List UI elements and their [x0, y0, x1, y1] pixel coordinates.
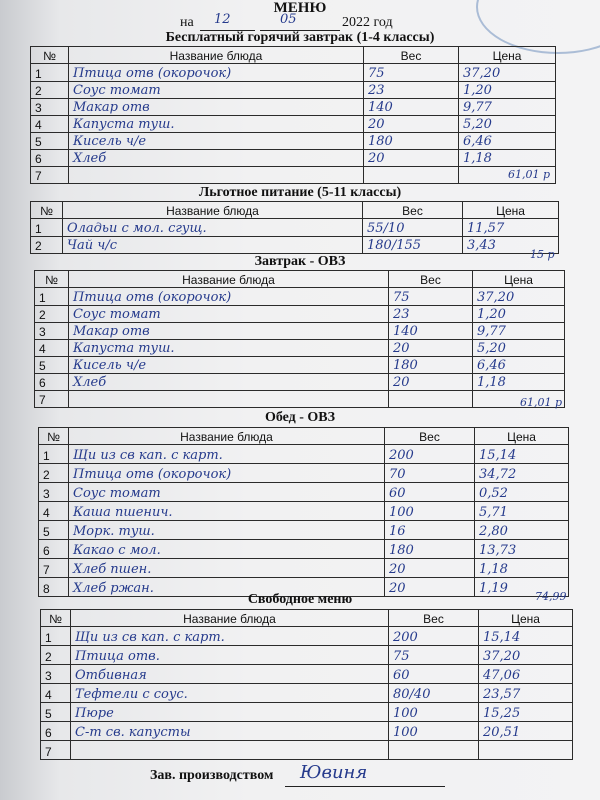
dish-price: 1,18: [473, 374, 565, 391]
dish-weight: 20: [364, 116, 459, 133]
section-total: 61,01 р: [520, 396, 563, 409]
dish-price: 3,43: [463, 237, 559, 254]
dish-name: Щи из св кап. с карт.: [69, 445, 385, 464]
col-weight-header: Вес: [389, 610, 479, 627]
table-row: [35, 340, 565, 357]
dish-price: 34,72: [475, 464, 569, 483]
table-row: [41, 665, 573, 684]
dish-price: 13,73: [475, 540, 569, 559]
dish-weight: 180: [389, 357, 473, 374]
dish-name: Каша пшенич.: [69, 502, 385, 521]
dish-weight: 180/155: [363, 237, 463, 254]
section-total: 15 р: [530, 248, 555, 261]
table-row: [35, 357, 565, 374]
row-num: 6: [31, 150, 69, 167]
dish-weight: 75: [389, 288, 473, 306]
row-num: 1: [39, 445, 69, 464]
dish-price: 0,52: [475, 483, 569, 502]
dish-weight: 75: [389, 646, 479, 665]
col-weight-header: Вес: [364, 47, 459, 64]
dish-weight: 16: [385, 521, 475, 540]
col-price-header: Цена: [463, 202, 559, 219]
dish-price: 5,20: [473, 340, 565, 357]
dish-price: 15,14: [479, 627, 573, 646]
col-name-header: Название блюда: [71, 610, 389, 627]
dish-name: С-т св. капусты: [71, 722, 389, 741]
table-row: [31, 133, 556, 150]
row-num: 4: [35, 340, 69, 357]
table-free-breakfast: [30, 46, 556, 184]
col-name-header: Название блюда: [69, 428, 385, 445]
dish-name: [69, 391, 389, 408]
section-title-free-menu: Свободное меню: [247, 592, 353, 607]
dish-name: Хлеб пшен.: [69, 559, 385, 578]
table-row: [35, 374, 565, 391]
dish-price: 37,20: [459, 64, 556, 82]
dish-weight: 23: [389, 306, 473, 323]
page-title: МЕНЮ: [273, 0, 327, 16]
row-num: 7: [41, 741, 71, 760]
dish-price: 1,20: [473, 306, 565, 323]
row-num: 4: [41, 684, 71, 703]
dish-name: Птица отв (окорочок): [69, 288, 389, 306]
col-price-header: Цена: [473, 271, 565, 288]
dish-name: Птица отв (окорочок): [69, 64, 364, 82]
dish-weight: 60: [385, 483, 475, 502]
table-row: [39, 464, 569, 483]
col-price-header: Цена: [475, 428, 569, 445]
dish-name: [71, 741, 389, 760]
table-row: [39, 559, 569, 578]
row-num: 1: [31, 219, 63, 237]
table-row: [31, 237, 559, 254]
dish-name: Какао с мол.: [69, 540, 385, 559]
dish-weight: 80/40: [389, 684, 479, 703]
col-price-header: Цена: [459, 47, 556, 64]
dish-weight: 100: [389, 722, 479, 741]
dish-weight: 100: [385, 502, 475, 521]
dish-name: Щи из св кап. с карт.: [71, 627, 389, 646]
dish-price: 6,46: [473, 357, 565, 374]
section-total: 74,99: [535, 590, 567, 603]
dish-weight: 200: [389, 627, 479, 646]
table-header-row: [39, 428, 569, 445]
table-header-row: [41, 610, 573, 627]
table-row: [39, 502, 569, 521]
dish-price: 20,51: [479, 722, 573, 741]
col-weight-header: Вес: [389, 271, 473, 288]
dish-name: Хлеб: [69, 150, 364, 167]
table-header-row: [35, 271, 565, 288]
col-name-header: Название блюда: [69, 47, 364, 64]
dish-weight: 20: [385, 578, 475, 597]
dish-weight: 180: [364, 133, 459, 150]
table-row: [35, 391, 565, 408]
table-breakfast-ovz: [34, 270, 565, 408]
table-row: [35, 288, 565, 306]
dish-name: Соус томат: [69, 306, 389, 323]
col-num-header: №: [31, 202, 63, 219]
date-prefix: на: [180, 15, 194, 30]
row-num: 1: [41, 627, 71, 646]
row-num: 7: [35, 391, 69, 408]
row-num: 4: [31, 116, 69, 133]
row-num: 5: [41, 703, 71, 722]
dish-weight: 23: [364, 82, 459, 99]
date-year: 2022 год: [342, 15, 393, 30]
dish-price: 15,14: [475, 445, 569, 464]
signature: Ювиня: [300, 762, 368, 783]
col-num-header: №: [35, 271, 69, 288]
dish-name: Хлеб ржан.: [69, 578, 385, 597]
table-row: [35, 323, 565, 340]
row-num: 7: [39, 559, 69, 578]
dish-weight: 140: [389, 323, 473, 340]
footer-label: Зав. производством: [150, 768, 274, 783]
col-weight-header: Вес: [363, 202, 463, 219]
dish-name: Морк. туш.: [69, 521, 385, 540]
dish-weight: 20: [389, 374, 473, 391]
row-num: 2: [41, 646, 71, 665]
dish-price: 9,77: [459, 99, 556, 116]
dish-name: Хлеб: [69, 374, 389, 391]
table-row: [39, 483, 569, 502]
dish-weight: 70: [385, 464, 475, 483]
row-num: 1: [35, 288, 69, 306]
dish-weight: [364, 167, 459, 184]
table-row: [31, 116, 556, 133]
table-row: [39, 540, 569, 559]
dish-name: Соус томат: [69, 82, 364, 99]
dish-weight: 60: [389, 665, 479, 684]
dish-name: Тефтели с соус.: [71, 684, 389, 703]
dish-name: Отбивная: [71, 665, 389, 684]
table-row: [41, 722, 573, 741]
row-num: 2: [35, 306, 69, 323]
row-num: 3: [39, 483, 69, 502]
col-name-header: Название блюда: [69, 271, 389, 288]
table-lunch-ovz: [38, 427, 569, 597]
date-day: 12: [214, 12, 231, 27]
dish-weight: 55/10: [363, 219, 463, 237]
dish-name: Капуста туш.: [69, 340, 389, 357]
dish-price: 5,20: [459, 116, 556, 133]
row-num: 5: [35, 357, 69, 374]
table-row: [31, 82, 556, 99]
dish-weight: [389, 741, 479, 760]
dish-name: Пюре: [71, 703, 389, 722]
dish-price: 9,77: [473, 323, 565, 340]
dish-name: Чай ч/с: [63, 237, 363, 254]
section-total: 61,01 р: [508, 168, 551, 181]
dish-price: 1,18: [459, 150, 556, 167]
table-free-menu: [40, 609, 573, 760]
table-row: [31, 99, 556, 116]
row-num: 6: [39, 540, 69, 559]
dish-price: 2,80: [475, 521, 569, 540]
row-num: 8: [39, 578, 69, 597]
dish-price: 1,19: [475, 578, 569, 597]
dish-price: 6,46: [459, 133, 556, 150]
row-num: 5: [39, 521, 69, 540]
row-num: 4: [39, 502, 69, 521]
table-row: [31, 64, 556, 82]
dish-weight: [389, 391, 473, 408]
col-name-header: Название блюда: [63, 202, 363, 219]
row-num: 3: [31, 99, 69, 116]
dish-name: Оладьи с мол. сгущ.: [63, 219, 363, 237]
section-title-subsidized: Льготное питание (5-11 классы): [198, 185, 402, 200]
dish-name: Птица отв.: [71, 646, 389, 665]
dish-name: Кисель ч/е: [69, 133, 364, 150]
dish-price: 37,20: [473, 288, 565, 306]
col-num-header: №: [41, 610, 71, 627]
table-subsidized: [30, 201, 559, 254]
table-row: [31, 167, 556, 184]
dish-price: 37,20: [479, 646, 573, 665]
dish-name: Соус томат: [69, 483, 385, 502]
row-num: 3: [41, 665, 71, 684]
table-row: [41, 741, 573, 760]
dish-name: Птица отв (окорочок): [69, 464, 385, 483]
dish-price: 11,57: [463, 219, 559, 237]
dish-weight: 20: [364, 150, 459, 167]
dish-price: 1,20: [459, 82, 556, 99]
row-num: 6: [35, 374, 69, 391]
row-num: 7: [31, 167, 69, 184]
section-title-lunch-ovz: Обед - ОВЗ: [264, 410, 336, 425]
dish-name: Капуста туш.: [69, 116, 364, 133]
row-num: 2: [31, 237, 63, 254]
dish-name: [69, 167, 364, 184]
dish-price: 23,57: [479, 684, 573, 703]
row-num: 5: [31, 133, 69, 150]
row-num: 3: [35, 323, 69, 340]
table-row: [39, 521, 569, 540]
dish-weight: 20: [385, 559, 475, 578]
date-month: 05: [280, 12, 297, 27]
table-row: [41, 627, 573, 646]
dish-price: 5,71: [475, 502, 569, 521]
col-weight-header: Вес: [385, 428, 475, 445]
dish-weight: 100: [389, 703, 479, 722]
dish-weight: 140: [364, 99, 459, 116]
row-num: 1: [31, 64, 69, 82]
dish-weight: 200: [385, 445, 475, 464]
table-row: [31, 219, 559, 237]
table-header-row: [31, 202, 559, 219]
dish-name: Макар отв: [69, 99, 364, 116]
dish-name: Кисель ч/е: [69, 357, 389, 374]
table-row: [39, 445, 569, 464]
dish-name: Макар отв: [69, 323, 389, 340]
section-title-breakfast-ovz: Завтрак - ОВЗ: [254, 254, 346, 269]
section-title-free-breakfast: Бесплатный горячий завтрак (1-4 классы): [165, 30, 435, 45]
dish-price: 1,18: [475, 559, 569, 578]
table-header-row: [31, 47, 556, 64]
dish-price: 15,25: [479, 703, 573, 722]
table-row: [35, 306, 565, 323]
col-num-header: №: [31, 47, 69, 64]
signature-line: [285, 786, 445, 787]
row-num: 2: [31, 82, 69, 99]
table-row: [41, 646, 573, 665]
table-row: [31, 150, 556, 167]
row-num: 6: [41, 722, 71, 741]
dish-weight: 20: [389, 340, 473, 357]
col-num-header: №: [39, 428, 69, 445]
dish-price: [479, 741, 573, 760]
col-price-header: Цена: [479, 610, 573, 627]
table-row: [41, 703, 573, 722]
table-row: [41, 684, 573, 703]
dish-weight: 180: [385, 540, 475, 559]
dish-price: 47,06: [479, 665, 573, 684]
dish-weight: 75: [364, 64, 459, 82]
row-num: 2: [39, 464, 69, 483]
